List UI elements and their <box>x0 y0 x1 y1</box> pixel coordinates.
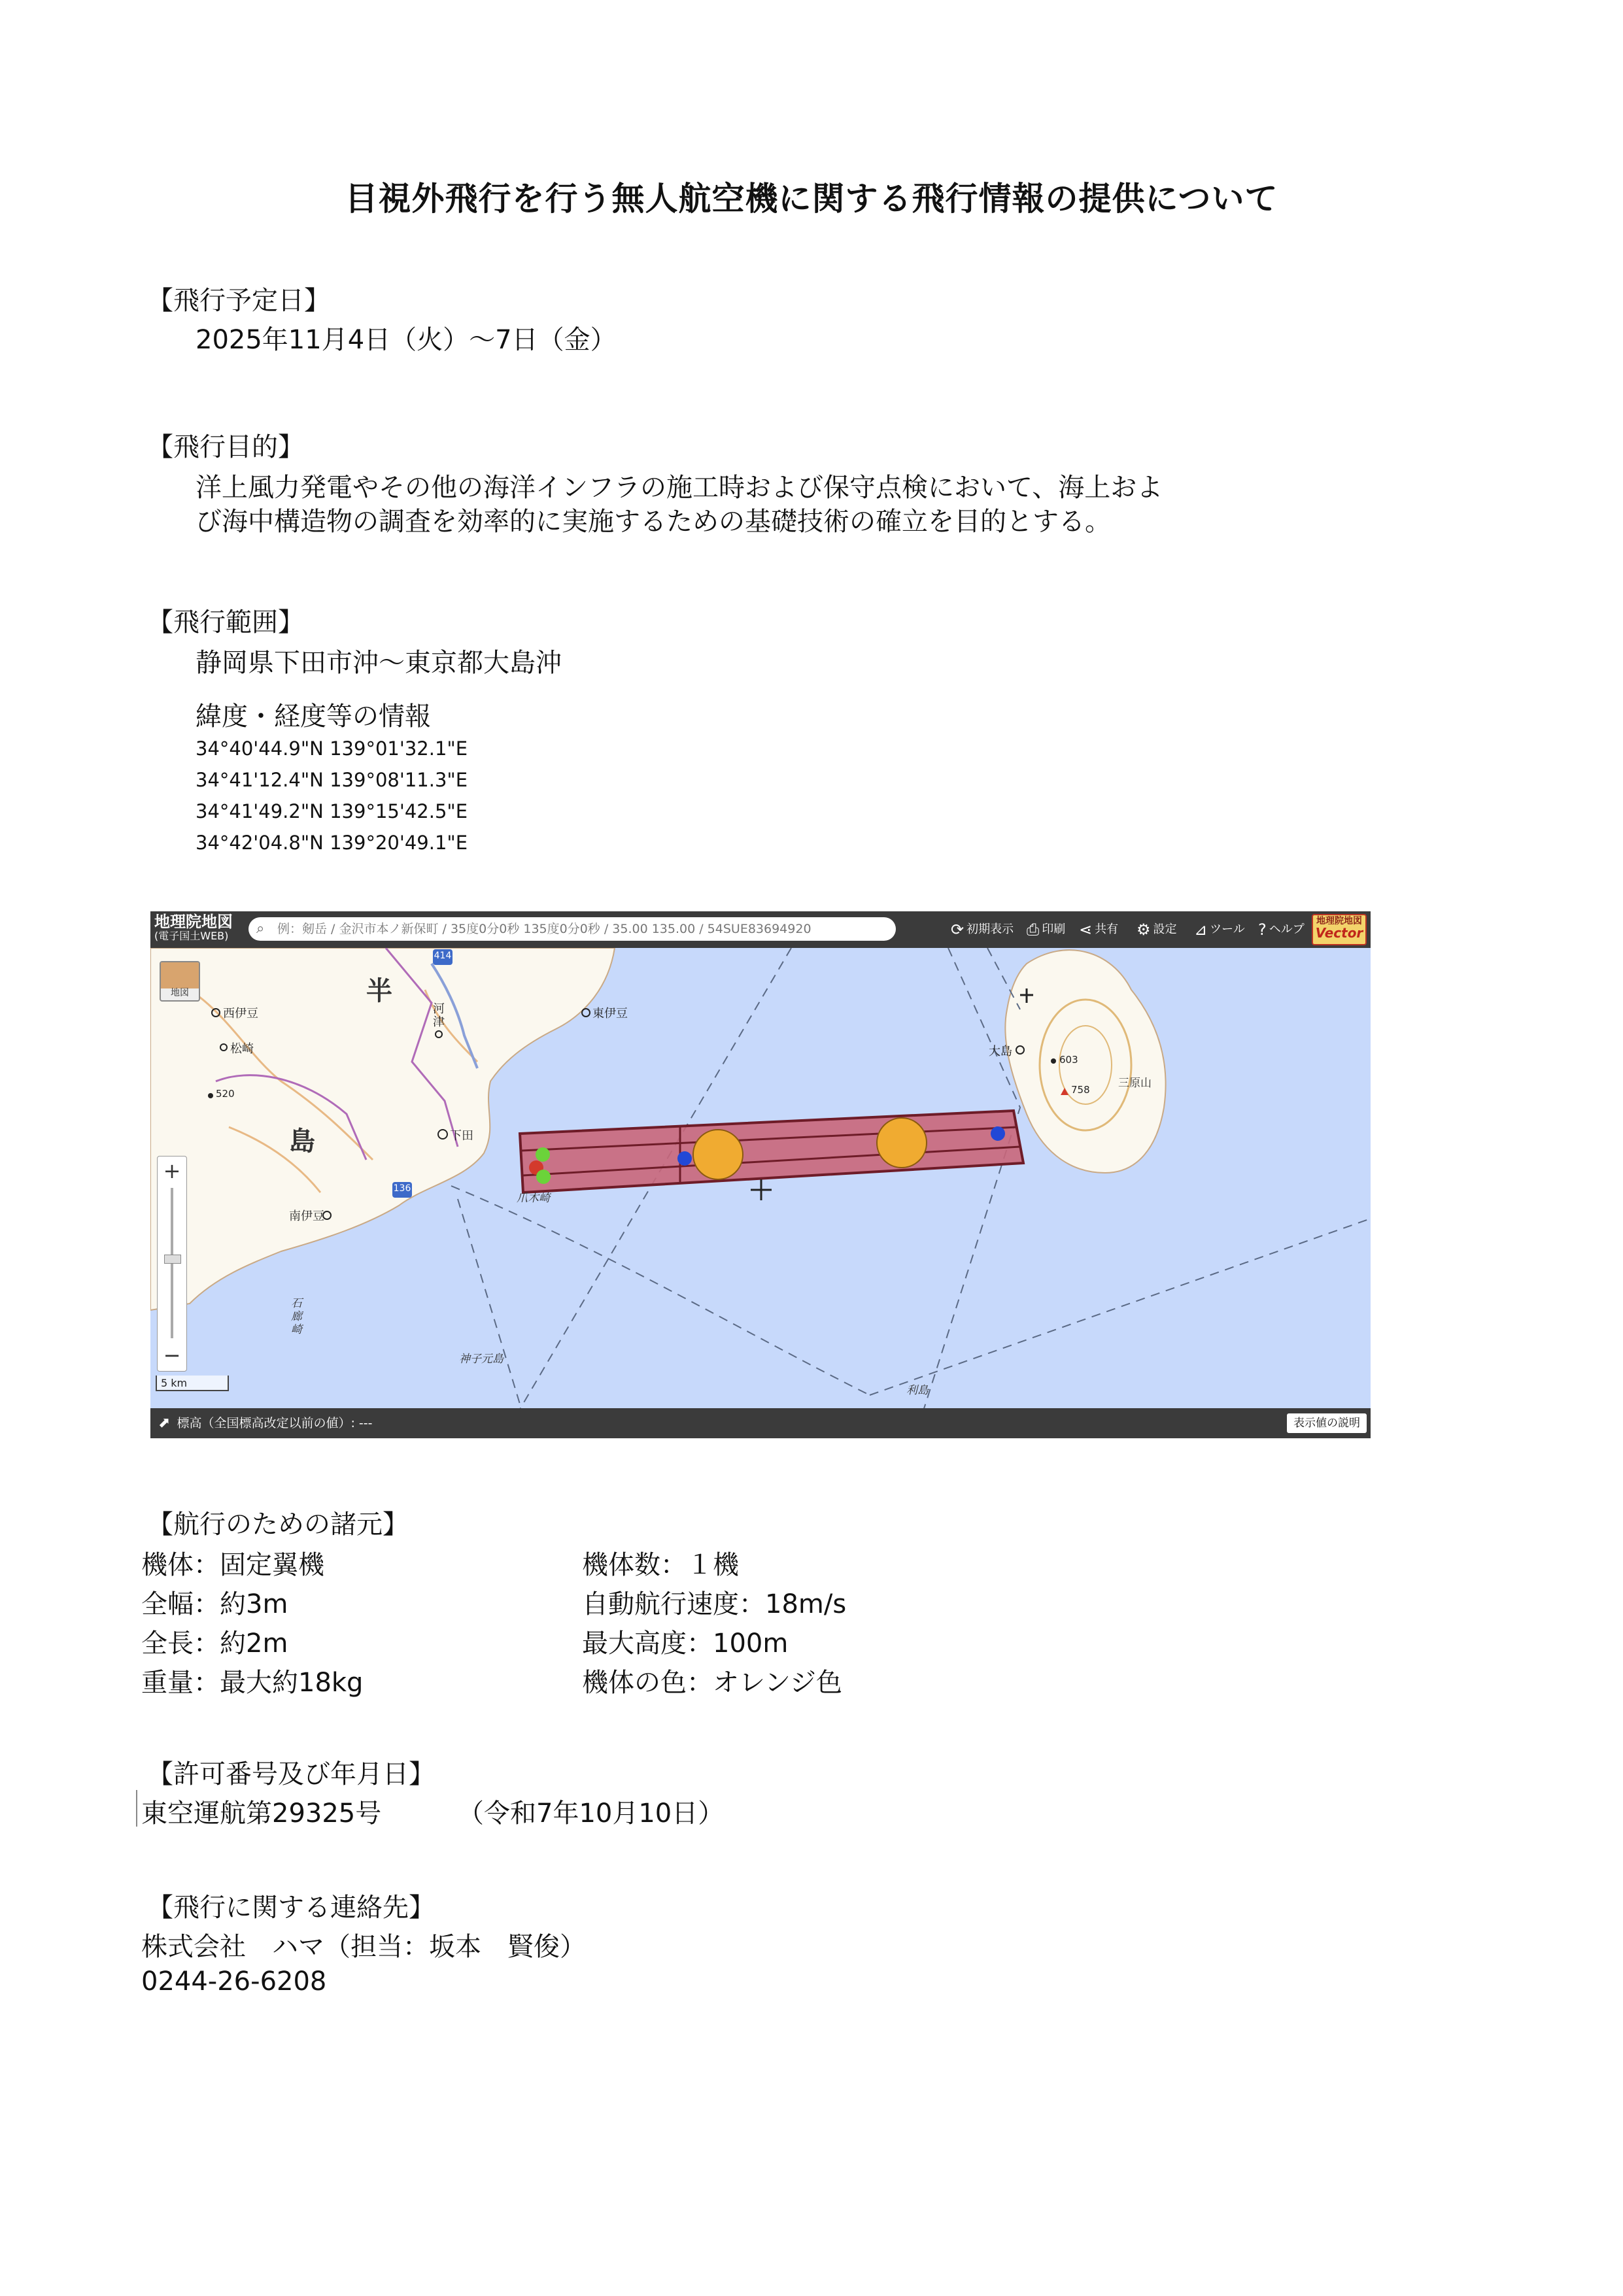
contact-company: 株式会社 ハマ（担当：坂本 賢俊） <box>141 1932 586 1962</box>
label-han: 半 <box>366 976 392 1006</box>
purpose-line-1: 洋上風力発電やその他の海洋インフラの施工時および保守点検において、海上およ <box>196 473 1163 503</box>
label-route-414: 414 <box>434 951 452 961</box>
settings-button[interactable]: ⚙ 設定 <box>1136 920 1177 939</box>
zoom-out-button[interactable]: − <box>163 1343 181 1368</box>
layer-button[interactable] <box>160 961 200 1002</box>
spec-right-3: 最大高度：100m <box>582 1629 789 1659</box>
label-elev-603: 603 <box>1059 1054 1078 1066</box>
map-canvas <box>150 911 1371 1438</box>
zoom-control <box>157 1156 187 1372</box>
range-heading: 【飛行範囲】 <box>147 607 304 637</box>
coordinate-4: 34°42'04.8"N 139°20'49.1"E <box>196 832 468 854</box>
label-kawazu: 河津 <box>433 1002 445 1029</box>
spec-left-1: 機体：固定翼機 <box>141 1550 324 1580</box>
blue-marker-1 <box>677 1151 692 1166</box>
label-elev-520: 520 <box>216 1088 235 1100</box>
label-route-136: 136 <box>393 1183 411 1194</box>
coordinate-1: 34°40'44.9"N 139°01'32.1"E <box>196 737 468 760</box>
label-higashiizu: 東伊豆 <box>592 1007 628 1021</box>
gear-icon: ⚙ <box>1136 920 1151 939</box>
layer-button-label: 地図 <box>171 988 189 998</box>
spec-right-2: 自動航行速度：18m/s <box>582 1589 847 1619</box>
scale-bar: 5 km <box>156 1376 229 1391</box>
map-logo-title: 地理院地図 <box>154 913 233 931</box>
expand-arrow-icon[interactable]: ⬈ <box>158 1415 171 1431</box>
specs-heading: 【航行のための諸元】 <box>147 1510 409 1540</box>
purpose-heading: 【飛行目的】 <box>147 432 304 462</box>
vector-badge[interactable] <box>1312 914 1367 945</box>
map-search-input[interactable] <box>248 917 896 941</box>
map-status-bar <box>150 1408 1371 1438</box>
label-mikomotojima: 神子元島 <box>459 1353 504 1366</box>
spec-left-2: 全幅：約3m <box>141 1589 288 1619</box>
schedule-heading: 【飛行予定日】 <box>147 286 330 316</box>
waypoint-circle-1 <box>693 1130 743 1179</box>
permit-heading: 【許可番号及び年月日】 <box>147 1759 435 1789</box>
green-marker-2 <box>536 1170 551 1184</box>
label-tsumekizaki: 爪木崎 <box>517 1192 550 1205</box>
permit-date: （令和7年10月10日） <box>458 1798 725 1829</box>
label-elev-758: 758 <box>1071 1084 1090 1096</box>
map-search-placeholder: 例：剱岳 / 金沢市本ノ新保町 / 35度0分0秒 135度0分0秒 / 35.00 135.00 / 54SUE83694920 <box>277 922 811 936</box>
spec-left-4: 重量：最大約18kg <box>141 1668 364 1698</box>
label-shimoda: 下田 <box>450 1129 473 1143</box>
label-shima: 島 <box>289 1126 315 1156</box>
spec-right-4: 機体の色：オレンジ色 <box>582 1668 842 1698</box>
zoom-slider-handle[interactable] <box>164 1255 181 1264</box>
label-ishiroozaki: 石廊崎 <box>291 1297 302 1336</box>
green-marker-1 <box>536 1147 550 1162</box>
share-icon: ⋖ <box>1079 920 1093 939</box>
label-minamiizu: 南伊豆 <box>289 1209 324 1223</box>
print-button[interactable]: ⎙ 印刷 <box>1027 920 1066 939</box>
help-button[interactable]: ? ヘルプ <box>1258 920 1305 939</box>
label-oshima: 大島 <box>989 1045 1012 1058</box>
blue-marker-2 <box>991 1126 1005 1141</box>
contact-heading: 【飛行に関する連絡先】 <box>147 1893 435 1923</box>
page-title: 目視外飛行を行う無人航空機に関する飛行情報の提供について <box>345 180 1278 218</box>
search-icon: ⌕ <box>256 920 265 937</box>
coords-heading: 緯度・経度等の情報 <box>196 701 431 732</box>
waypoint-circle-2 <box>877 1118 927 1168</box>
map-logo-sub: (電子国土WEB) <box>154 930 229 942</box>
vector-badge-top: 地理院地図 <box>1316 916 1362 926</box>
share-button[interactable]: ⋖ 共有 <box>1079 920 1119 939</box>
spec-left-3: 全長：約2m <box>141 1629 288 1659</box>
initial-view-button[interactable]: ⟳ 初期表示 <box>951 920 1014 939</box>
map-toolbar <box>150 911 1371 948</box>
elev-dot-520 <box>208 1093 213 1098</box>
purpose-line-2: び海中構造物の調査を効率的に実施するための基礎技術の確立を目的とする。 <box>196 507 1111 537</box>
text-cursor <box>136 1790 137 1827</box>
help-icon: ? <box>1258 920 1267 939</box>
permit-number: 東空運航第29325号 <box>141 1798 382 1829</box>
label-nishiizu: 西伊豆 <box>223 1007 258 1021</box>
label-toshima: 利島 <box>906 1384 929 1397</box>
coordinate-2: 34°41'12.4"N 139°08'11.3"E <box>196 769 468 791</box>
vector-badge-bottom: Vector <box>1315 925 1363 941</box>
spec-right-1: 機体数：１機 <box>582 1550 739 1580</box>
explain-values-button[interactable]: 表示値の説明 <box>1287 1413 1367 1433</box>
elev-dot-603 <box>1051 1058 1056 1064</box>
label-miharayama: 三原山 <box>1118 1077 1152 1090</box>
schedule-value: 2025年11月4日（火）〜7日（金） <box>196 325 617 355</box>
label-matsuzaki: 松崎 <box>230 1042 254 1056</box>
tools-button[interactable]: ⊿ ツール <box>1194 920 1245 939</box>
range-area: 静岡県下田市沖〜東京都大島沖 <box>196 648 562 678</box>
ruler-icon: ⊿ <box>1194 920 1208 939</box>
printer-icon: ⎙ <box>1027 920 1040 939</box>
zoom-in-button[interactable]: + <box>163 1158 181 1183</box>
contact-phone: 0244-26-6208 <box>141 1967 327 1997</box>
refresh-icon: ⟳ <box>951 920 965 939</box>
coordinate-3: 34°41'49.2"N 139°15'42.5"E <box>196 800 468 822</box>
map-thumbnail-icon <box>161 962 199 988</box>
map-logo[interactable] <box>154 914 233 943</box>
map-screenshot <box>150 911 1371 1438</box>
elevation-readout: 標高（全国標高改定以前の値）: --- <box>177 1416 373 1430</box>
